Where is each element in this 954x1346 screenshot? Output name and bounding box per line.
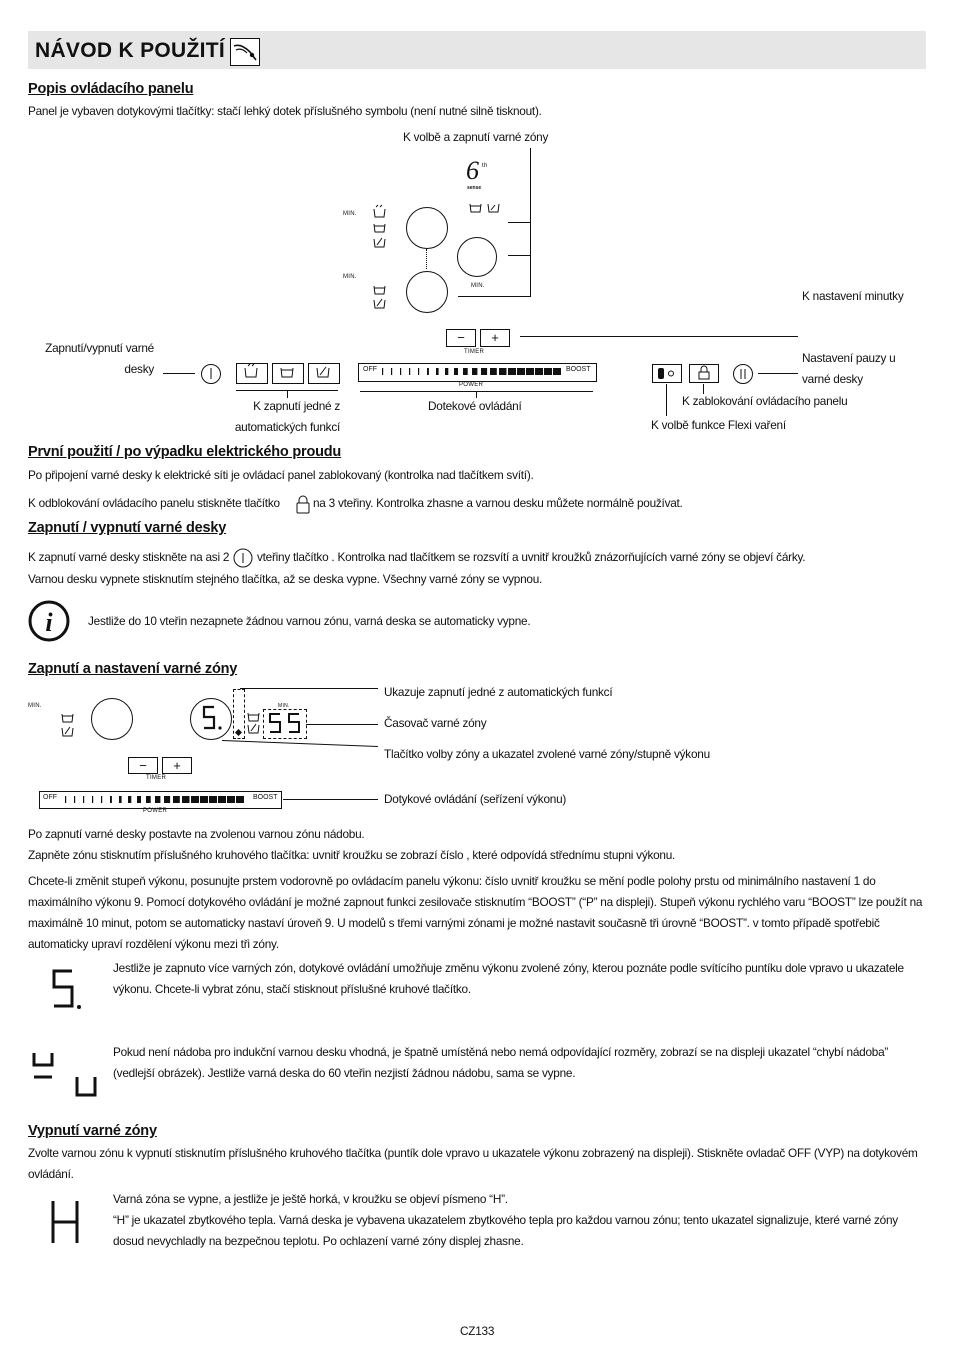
- logo-word: sense: [467, 185, 482, 191]
- zone-icons: [60, 712, 76, 740]
- sixth-sense-logo: 6: [466, 156, 479, 185]
- slider-tick: [481, 368, 487, 375]
- timer-minus-button[interactable]: −: [446, 329, 476, 347]
- slider-tick: [164, 796, 170, 803]
- svg-text:i: i: [45, 608, 53, 637]
- zone-button-1[interactable]: [406, 207, 448, 249]
- logo-superscript: th: [482, 163, 488, 169]
- paragraph: Pokud není nádoba pro indukční varnou desku vhodná, je špatně umístěná nebo nemá odpovídající rozměry, zobrazí se na displeji ukazatel “chybí nádoba” (vedlejší obrázek). Jestliže varná deska do 60 vteřin nezjistí žádnou nádobu, sama se vypne.: [113, 1045, 889, 1080]
- paragraph-part: vteřiny tlačítko . Kontrolka nad tlačítkem se rozsvítí a uvnitř kroužků znázorňujících varné zóny se objeví čárky.: [257, 550, 806, 564]
- label-timer: Časovač varné zóny: [384, 716, 487, 730]
- label-auto: K zapnutí jedné z automatických funkcí: [234, 399, 340, 434]
- min-label: MIN.: [343, 211, 357, 217]
- power-icon[interactable]: [200, 363, 222, 385]
- timer-plus-button[interactable]: +: [162, 757, 192, 774]
- slider-tick: [101, 796, 102, 803]
- label-touch-power: Dotykové ovládání (seřízení výkonu): [384, 792, 567, 806]
- seven-seg-55: [265, 711, 305, 735]
- label-flexi: K volbě funkce Flexi vaření: [651, 418, 786, 432]
- auto-function-icons: [236, 363, 338, 382]
- label-select: Tlačítko volby zóny a ukazatel zvolené varné zóny/stupně výkonu: [384, 747, 710, 761]
- timer-minus-button[interactable]: −: [128, 757, 158, 774]
- slider-tick: [553, 368, 561, 375]
- label-minute: K nastavení minutky: [802, 289, 904, 303]
- flexi-button[interactable]: [652, 364, 682, 383]
- slider-tick: [400, 368, 401, 375]
- paragraph-part: K odblokování ovládacího panelu stiskněte tlačítko: [28, 496, 280, 510]
- min-label-2: MIN.: [343, 274, 357, 280]
- slider-tick: [110, 796, 112, 803]
- manual-hand-icon: [230, 38, 260, 66]
- slider-tick: [535, 368, 543, 375]
- lock-icon: [293, 495, 313, 515]
- residual-heat-h-icon: [50, 1199, 82, 1245]
- slider-tick: [454, 368, 458, 375]
- zone-function-icons: [372, 205, 388, 249]
- zone-button-3[interactable]: [457, 237, 497, 277]
- section-heading-panel: Popis ovládacího panelu: [28, 81, 194, 97]
- zone2-icons: [372, 284, 388, 312]
- slider-tick: [227, 796, 235, 803]
- paragraph: “H” je ukazatel zbytkového tepla. Varná deska je vybavena ukazatelem zbytkového tepla pro každou varnou zónu; tento ukazatel signalizuje, které varné zóny dosud nevychladly na bezpečnou teplotu. Po ochlazení varné zóny displej zhasne.: [113, 1213, 898, 1248]
- slider-tick: [544, 368, 552, 375]
- slider-tick: [391, 368, 392, 375]
- paragraph-part: K zapnutí varné desky stiskněte na asi 2: [28, 550, 230, 564]
- slider-tick: [418, 368, 419, 375]
- slider-tick: [409, 368, 410, 375]
- slider-tick: [209, 796, 217, 803]
- section-text: Panel je vybaven dotykovými tlačítky: stačí lehký dotek příslušného symbolu (není nutné silně tisknout).: [28, 104, 542, 118]
- slider-off-label: OFF: [363, 366, 377, 373]
- slider-tick: [508, 368, 516, 375]
- slider-tick: [436, 368, 439, 375]
- slider-tick: [427, 368, 429, 375]
- min-label-5: MIN.: [278, 703, 290, 709]
- slider-tick: [490, 368, 497, 375]
- slider-tick: [182, 796, 190, 803]
- timer-plus-button[interactable]: +: [480, 329, 510, 347]
- section-heading-onoff: Zapnutí / vypnutí varné desky: [28, 520, 227, 536]
- min-label-3: MIN.: [471, 283, 485, 289]
- paragraph: Varnou desku vypnete stisknutím stejného tlačítka, až se deska vypne. Všechny varné zóny se vypnou.: [28, 572, 543, 586]
- slider-off-label: OFF: [43, 794, 57, 801]
- power-label: POWER: [459, 382, 484, 388]
- page-title: NÁVOD K POUŽITÍ: [35, 39, 226, 62]
- slider-tick: [445, 368, 448, 375]
- section-heading-zone-setting: Zapnutí a nastavení varné zóny: [28, 661, 238, 677]
- paragraph-part: na 3 vteřiny. Kontrolka zhasne a varnou desku můžete normálně používat.: [313, 496, 683, 510]
- timer-label: TIMER: [464, 349, 485, 355]
- seven-seg-5-large: [50, 968, 90, 1012]
- timer-label: TIMER: [146, 775, 167, 781]
- slider-tick: [236, 796, 244, 803]
- pause-icon[interactable]: [732, 363, 754, 385]
- slider-tick: [191, 796, 199, 803]
- page-number: CZ133: [460, 1324, 495, 1338]
- slider-tick: [382, 368, 383, 375]
- slider-tick: [137, 796, 141, 803]
- paragraph: Zvolte varnou zónu k vypnutí stisknutím příslušného kruhového tlačítka (puntík dole vpravo u ukazatele výkonu zobrazený na displeji). Stiskněte ovladač OFF (VYP) na dotykovém ovládání.: [28, 1146, 918, 1181]
- label-zone-select: K volbě a zapnutí varné zóny: [403, 130, 549, 144]
- section-heading-zone-off: Vypnutí varné zóny: [28, 1123, 157, 1139]
- label-pause: Nastavení pauzy u varné desky: [802, 351, 896, 386]
- paragraph: Zapněte zónu stisknutím příslušného kruhového tlačítka: uvnitř kroužku se zobrazí číslo , které odpovídá střednímu stupni výkonu.: [28, 848, 676, 862]
- label-auto-indicator: Ukazuje zapnutí jedné z automatických funkcí: [384, 685, 613, 699]
- slider-tick: [83, 796, 84, 803]
- min-label-4: MIN.: [28, 703, 42, 709]
- slider-tick: [200, 796, 208, 803]
- zone-button-left[interactable]: [91, 698, 133, 740]
- paragraph: Po zapnutí varné desky postavte na zvolenou varnou zónu nádobu.: [28, 827, 365, 841]
- slider-tick: [74, 796, 75, 803]
- slider-tick: [146, 796, 151, 803]
- label-onoff: Zapnutí/vypnutí varné desky: [45, 341, 154, 376]
- power-icon: [233, 548, 253, 568]
- slider-tick: [65, 796, 66, 803]
- slider-tick: [128, 796, 131, 803]
- slider-tick: [472, 368, 477, 375]
- paragraph: Jestliže je zapnuto více varných zón, dotykové ovládání umožňuje změnu výkonu zvolené zóny, kterou poznáte podle svítícího puntíku dole vpravo u ukazatele výkonu. Chcete-li vybrat zónu, stačí stisknout příslušné kruhové tlačítko.: [113, 961, 904, 996]
- power-label: POWER: [143, 808, 168, 814]
- slider-tick: [517, 368, 525, 375]
- slider-tick: [92, 796, 93, 803]
- slider-tick: [173, 796, 180, 803]
- label-touch: Dotekové ovládání: [428, 399, 522, 413]
- paragraph: Po připojení varné desky k elektrické síti je ovládací panel zablokovaný (kontrolka nad tlačítkem svítí).: [28, 468, 534, 482]
- paragraph: Chcete-li změnit stupeň výkonu, posunujte prstem vodorovně po ovládacím panelu výkonu: číslo uvnitř kroužku se mění podle polohy prstu od minimálního nastavení 1 do maximálního výkonu 9. Pomocí dotykového ovládání je možné zapnout funkci zesilovače stisknutím “BOOST” (“P” na displeji). Stupeň výkonu rychlého varu “BOOST” lze použít na maximálně 10 minut, potom se automaticky nastaví úroveň 9. U modelů s třemi varnými zónami je možné nastavit současně tři úrovně “BOOST”. v tomto případě spotřebič automaticky upraví rozdělení výkonu mezi tři zóny.: [28, 874, 923, 951]
- label-lock: K zablokování ovládacího panelu: [682, 394, 848, 408]
- seven-seg-5: [190, 698, 230, 738]
- pot-icons: [469, 202, 503, 214]
- section-heading-first-use: První použití / po výpadku elektrického proudu: [28, 444, 342, 460]
- info-icon: [28, 600, 70, 642]
- zone-button-2[interactable]: [406, 271, 448, 313]
- slider-tick: [463, 368, 468, 375]
- slider-ticks: [65, 795, 245, 805]
- slider-ticks: [382, 367, 562, 377]
- info-text: Jestliže do 10 vteřin nezapnete žádnou varnou zónu, varná deska se automaticky vypne.: [88, 614, 531, 628]
- slider-tick: [526, 368, 534, 375]
- slider-tick: [218, 796, 226, 803]
- slider-tick: [499, 368, 507, 375]
- slider-tick: [119, 796, 122, 803]
- slider-boost-label: BOOST: [253, 794, 278, 801]
- display-icons: [246, 711, 262, 739]
- slider-boost-label: BOOST: [566, 366, 591, 373]
- lock-button[interactable]: [689, 364, 719, 383]
- slider-tick: [155, 796, 160, 803]
- no-pot-indicator: [31, 1053, 101, 1099]
- paragraph: Varná zóna se vypne, a jestliže je ještě horká, v kroužku se objeví písmeno “H”.: [113, 1192, 508, 1206]
